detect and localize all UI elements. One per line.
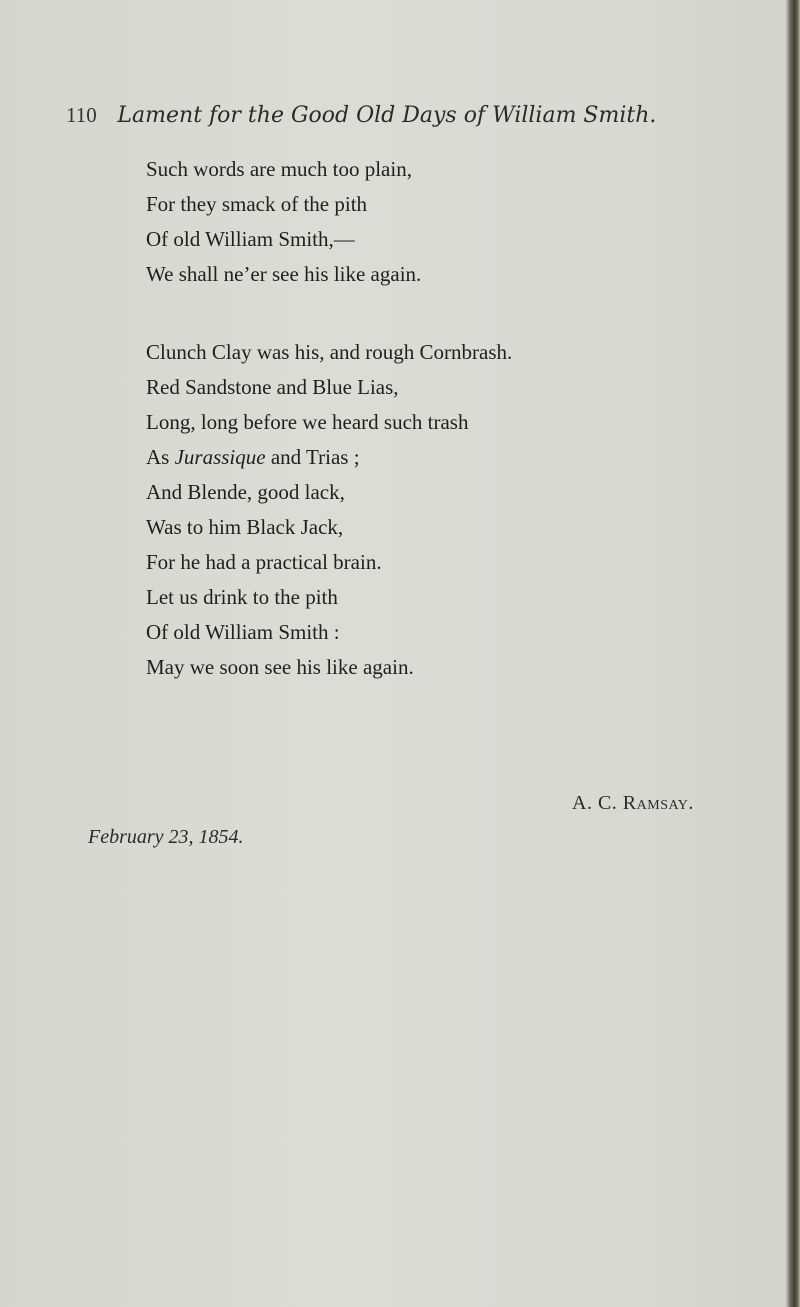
author-surname: Ramsay. — [622, 792, 694, 814]
poem-line: And Blende, good lack, — [146, 480, 345, 504]
page-edge-binding — [786, 0, 800, 1307]
poem-word: As — [146, 445, 170, 469]
poem-line: Long, long before we heard such trash — [146, 410, 469, 434]
poem-line: Clunch Clay was his, and rough Cornbrash. — [146, 340, 513, 364]
poem-line — [146, 445, 360, 469]
page-number: 110 — [66, 103, 97, 127]
poem-line: For they smack of the pith — [146, 192, 368, 216]
poem-word: and Trias ; — [270, 445, 360, 469]
poem-line: May we soon see his like again. — [146, 655, 414, 679]
poem-line: Red Sandstone and Blue Lias, — [146, 375, 399, 399]
poem-line: For he had a practical brain. — [146, 550, 382, 574]
poem-line: Let us drink to the pith — [146, 585, 338, 609]
running-title: Lament for the Good Old Days of William Smith. — [117, 103, 657, 128]
author-initials: A. C. — [572, 792, 618, 814]
poem-italic-word: Jurassique — [174, 445, 266, 469]
poem-line: Of old William Smith,— — [146, 227, 355, 251]
poem-date: February 23, 1854. — [88, 826, 244, 848]
poem-line: We shall ne’er see his like again. — [146, 262, 422, 286]
poem-line: Such words are much too plain, — [146, 157, 412, 181]
page-header — [66, 103, 786, 139]
author-signature — [572, 792, 694, 815]
poem-line: Of old William Smith : — [146, 620, 340, 644]
poem-line: Was to him Black Jack, — [146, 515, 344, 539]
